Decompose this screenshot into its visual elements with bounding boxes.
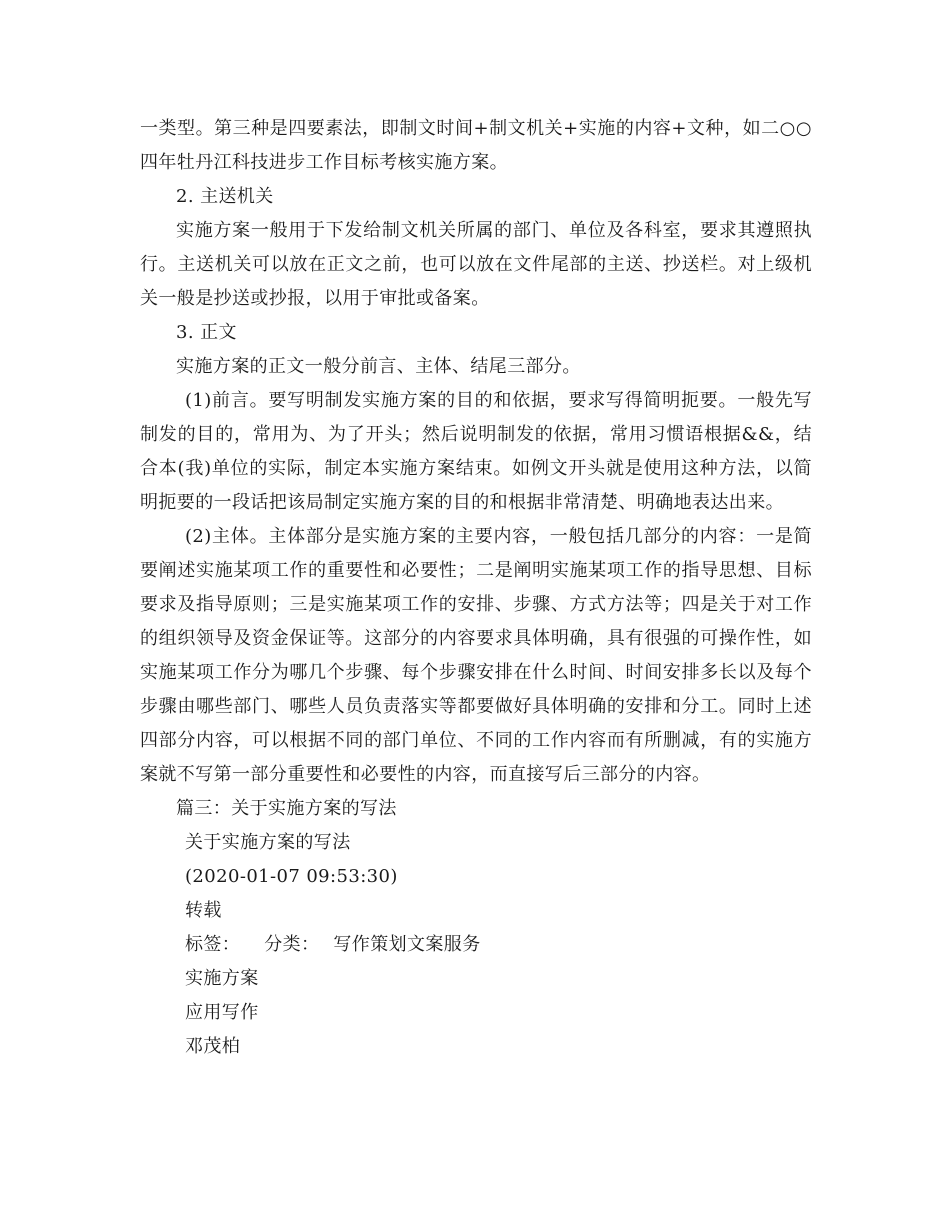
article-title: 关于实施方案的写法	[185, 832, 351, 853]
repost-label: 转载	[185, 900, 222, 921]
paragraph-continuation: 一类型。第三种是四要素法，即制文时间+制文机关+实施的内容+文种，如二○○四年牡丹江科技进步工作目标考核实施方案。	[140, 118, 812, 173]
heading-body-text: 3. 正文	[176, 322, 237, 343]
section-title: 篇三：关于实施方案的写法	[176, 798, 397, 819]
document-body	[140, 112, 812, 1064]
tag-item[interactable]: 实施方案	[185, 968, 259, 989]
article-datetime: (2020-01-07 09:53:30)	[185, 866, 398, 887]
category-value[interactable]: 写作策划文案服务	[333, 934, 481, 955]
heading-main-recipient: 2. 主送机关	[176, 186, 274, 207]
tags-label: 标签：	[185, 934, 241, 955]
paragraph-main-body: (2)主体。主体部分是实施方案的主要内容，一般包括几部分的内容：一是简要阐述实施某项工作的重要性和必要性；二是阐明实施某项工作的指导思想、目标要求及指导原则；三是实施某项工作的安排、步骤、方式方法等；四是关于对工作的组织领导及资金保证等。这部分的内容要求具体明确，具有很强的可操作性，如实施某项工作分为哪几个步骤、每个步骤安排在什么时间、时间安排多长以及每个步骤由哪些部门、哪些人员负责落实等都要做好具体明确的安排和分工。同时上述四部分内容，可以根据不同的部门单位、不同的工作内容而有所删减，有的实施方案就不写第一部分重要性和必要性的内容，而直接写后三部分的内容。	[140, 526, 812, 785]
tag-item[interactable]: 应用写作	[185, 1002, 259, 1023]
tag-item[interactable]: 邓茂柏	[185, 1036, 241, 1057]
category-label: 分类：	[264, 934, 320, 955]
paragraph-main-recipient: 实施方案一般用于下发给制文机关所属的部门、单位及各科室，要求其遵照执行。主送机关可以放在正文之前，也可以放在文件尾部的主送、抄送栏。对上级机关一般是抄送或抄报，以用于审批或备案。	[140, 220, 812, 309]
paragraph-body-parts: 实施方案的正文一般分前言、主体、结尾三部分。	[176, 356, 581, 377]
tags-category-line	[140, 928, 812, 962]
paragraph-preface: (1)前言。要写明制发实施方案的目的和依据，要求写得简明扼要。一般先写制发的目的，常用为、为了开头；然后说明制发的依据，常用习惯语根据&&，结合本(我)单位的实际，制定本实施方案结束。如例文开头就是使用这种方法，以简明扼要的一段话把该局制定实施方案的目的和根据非常清楚、明确地表达出来。	[140, 390, 812, 513]
